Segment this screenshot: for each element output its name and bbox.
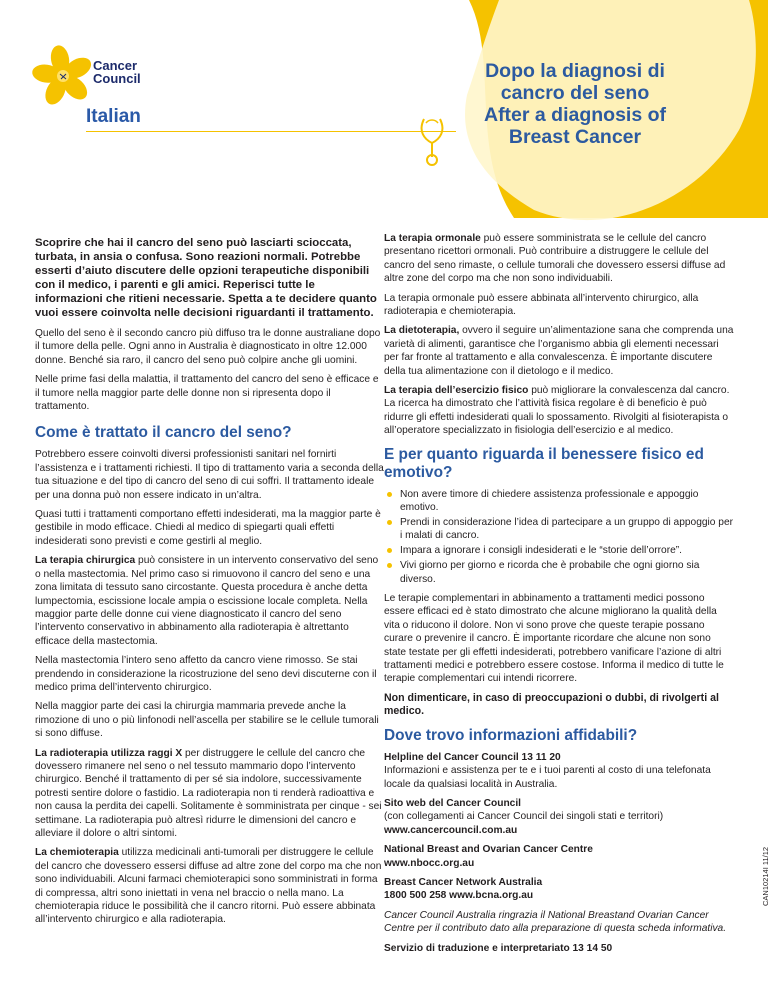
paragraph: Potrebbero essere coinvolti diversi professionisti sanitari nel fornirti l’assistenza e i trattamenti richiesti. Il tipo di trattamento varia a seconda della tua situazione e del tipo di cancro del seno di cui soffri. Il trattamento ideale per una donna può non essere indicato in un’altra.	[35, 449, 384, 501]
bullet-icon	[387, 548, 392, 553]
list-item: Impara a ignorare i consigli indesiderati e le “storie dell’orrore”.	[384, 544, 734, 557]
complementary-paragraph: Le terapie complementari in abbinamento a trattamenti medici possono essere efficaci ed è stato dimostrato che alcune migliorano la qualità della vita o riducono il dolore. Non vi sono prove che queste terapie possano curare o prevenire il cancro. È importante ricordare che alcune non sono state testate per gli effetti indesiderati, potrebbero vanificare l’azione di altri trattamenti medici e potrebbero essere costose. Informa il medico di tutte le terapie complementari cui intendi ricorrere.	[384, 593, 724, 685]
section-heading-treatment: Come è trattato il cancro del seno?	[35, 424, 292, 442]
surgery-paragraph: La terapia chirurgica può consistere in un intervento conservativo del seno o nella mastectomia. Nel primo caso si rimuovono il cancro del seno e una zona limitata di tessuto sano circostante. Questa procedura è anche detta lumpectomia, escissione locale ampia o escissione locale completa. Nella maggior parte delle donne cui viene diagnosticato il cancro del seno l’intervento conservativo in abbinamento alla radioterapia è altrettanto efficace della mastectomia.	[35, 555, 379, 647]
helpline-text: Informazioni e assistenza per te e i tuoi parenti al costo di una telefonata locale da qualsiasi località in Australia.	[384, 765, 711, 790]
language-label: Italian	[86, 106, 141, 127]
document-title	[465, 60, 685, 148]
bcna-resource	[384, 876, 734, 903]
bcna-contact[interactable]: 1800 500 258 www.bcna.org.au	[384, 890, 534, 902]
wellbeing-list	[384, 488, 734, 586]
paragraph: Quasi tutti i trattamenti comportano effetti indesiderati, ma la maggior parte è gestibile in modo efficace. Chiedi al medico di spiegarti quali effetti indesiderati sono previsti e come gestirli al meglio.	[35, 509, 381, 547]
website-resource	[384, 797, 734, 837]
doctor-reminder: Non dimenticare, in caso di preoccupazioni o dubbi, di rivolgerti al medico.	[384, 691, 719, 718]
logo-wordmark: Cancer Council	[93, 58, 141, 86]
helpline-resource	[384, 751, 734, 791]
lead-paragraph: Scoprire che hai il cancro del seno può lasciarti scioccata, turbata, in ansia o confusa. Sono reazioni normali. Potrebbe esserti d’aiuto discutere delle opzioni terapeutiche disponibili con il medico, i parenti e gli amici. Reperisci tutte le informazioni che ritieni necessarie. Spetta a te decidere quanto vuoi essere coinvolta nelle decisioni riguardanti il trattamento.	[35, 237, 377, 319]
list-item: Non avere timore di chiedere assistenza professionale e appoggio emotivo.	[384, 488, 734, 515]
document-code: CAN10214I 11/12	[761, 846, 770, 906]
nbocc-title: National Breast and Ovarian Cancer Centre	[384, 844, 593, 856]
section-heading-wellbeing: E per quanto riguarda il benessere fisico ed emotivo?	[384, 445, 704, 481]
bullet-icon	[387, 520, 392, 525]
exercise-paragraph: La terapia dell’esercizio fisico può migliorare la convalescenza dal cancro. La ricerca ha dimostrato che l’attività fisica regolare è di beneficio è può ridurre gli effetti indesiderati quali lo spossamento. Rivolgiti al fisioterapista o all’operatore specializzato in fisiologia dell’esercizio e al medico.	[384, 385, 730, 437]
paragraph: Nella mastectomia l’intero seno affetto da cancro viene rimosso. Se stai prendendo in considerazione la ricostruzione del seno devi discuterne con il medico prima dell’intervento chirurgico.	[35, 655, 377, 693]
title-english: After a diagnosis of Breast Cancer	[483, 104, 667, 148]
nbocc-resource	[384, 843, 734, 870]
chemotherapy-paragraph: La chemioterapia utilizza medicinali anti-tumorali per distruggere le cellule del cancro che dovessero essersi diffuse ad altre zone del corpo ma che non sono individuabili. Alcuni farmaci chemioterapici sono somministrati in forma di compressa, altri sono iniettati in vena nel braccio o nella mano. La chemioterapia riduce le possibilità che il cancro ritorni. Può essere abbinata all’intervento chirurgico e alla radioterapia.	[35, 847, 382, 926]
paragraph: Quello del seno è il secondo cancro più diffuso tra le donne australiane dopo il tumore della pelle. Ogni anno in Australia è diagnosticato in oltre 12.000 donne. Benché sia raro, il cancro del seno può colpire anche gli uomini.	[35, 328, 381, 366]
title-italian: Dopo la diagnosi di cancro del seno	[485, 60, 665, 104]
language-bar	[86, 102, 456, 132]
left-column	[35, 236, 385, 933]
nbocc-link[interactable]: www.nbocc.org.au	[384, 857, 475, 869]
list-item: Vivi giorno per giorno e ricorda che è probabile che ogni giorno sia diverso.	[384, 559, 734, 586]
bullet-icon	[387, 563, 392, 568]
website-title: Sito web del Cancer Council	[384, 797, 521, 809]
paragraph: La terapia ormonale può essere abbinata all’intervento chirurgico, alla radioterapia e chemioterapia.	[384, 292, 699, 318]
acknowledgement: Cancer Council Australia ringrazia il National Breastand Ovarian Cancer Centre per il contributo dato alla preparazione di questa scheda informativa.	[384, 909, 727, 935]
website-text: (con collegamenti ai Cancer Council dei singoli stati e territori)	[384, 811, 664, 823]
stethoscope-icon	[418, 113, 458, 168]
right-column	[384, 232, 734, 961]
radiotherapy-paragraph: La radioterapia utilizza raggi X per distruggere le cellule del cancro che dovessero rimanere nel seno o nel tessuto mammario dopo l’intervento chirurgico. Benché il trattamento di per sé sia indolore, successivamente potresti sentire dolore o fastidio. La radioterapia non ti renderà radioattiva e non causa la perdita dei capelli. Solitamente è somministrata per cinque - sei settimane. La radioterapia può altresì ridurre le dimensioni del cancro e alleviare il dolore o altri sintomi.	[35, 747, 382, 839]
paragraph: Nella maggior parte dei casi la chirurgia mammaria prevede anche la rimozione di uno o più linfonodi nell’ascella per stabilire se le cellule tumorali si sono diffuse.	[35, 701, 379, 740]
website-link[interactable]: www.cancercouncil.com.au	[384, 824, 518, 836]
section-heading-info: Dove trovo informazioni affidabili?	[384, 726, 638, 744]
diet-paragraph: La dietoterapia, ovvero il seguire un’alimentazione sana che comprenda una varietà di alimenti, garantisce che l’organismo abbia gli elementi necessari per far fronte al trattamento e alla convalescenza. È importante discutere della tua alimentazione con il dietologo e il medico.	[384, 325, 734, 377]
hormone-paragraph: La terapia ormonale può essere somministrata se le cellule del cancro presentano ricettori ormonali. Può contribuire a distruggere le cellule del cancro del seno rimaste, o cellule tumorali che dovessero essersi diffuse ad altre zone del corpo ma che non sono individuabili.	[384, 233, 726, 285]
page-header	[0, 0, 768, 218]
bullet-icon	[387, 492, 392, 497]
paragraph: Nelle prime fasi della malattia, il trattamento del cancro del seno è efficace e il tumore nella maggior parte delle donne non si ripresenta dopo il trattamento.	[35, 374, 379, 413]
helpline-title: Helpline del Cancer Council 13 11 20	[384, 751, 561, 763]
bcna-title: Breast Cancer Network Australia	[384, 876, 543, 888]
list-item: Prendi in considerazione l’idea di partecipare a un gruppo di appoggio per i malati di cancro.	[384, 516, 734, 543]
translation-service: Servizio di traduzione e interpretariato 13 14 50	[384, 942, 613, 954]
